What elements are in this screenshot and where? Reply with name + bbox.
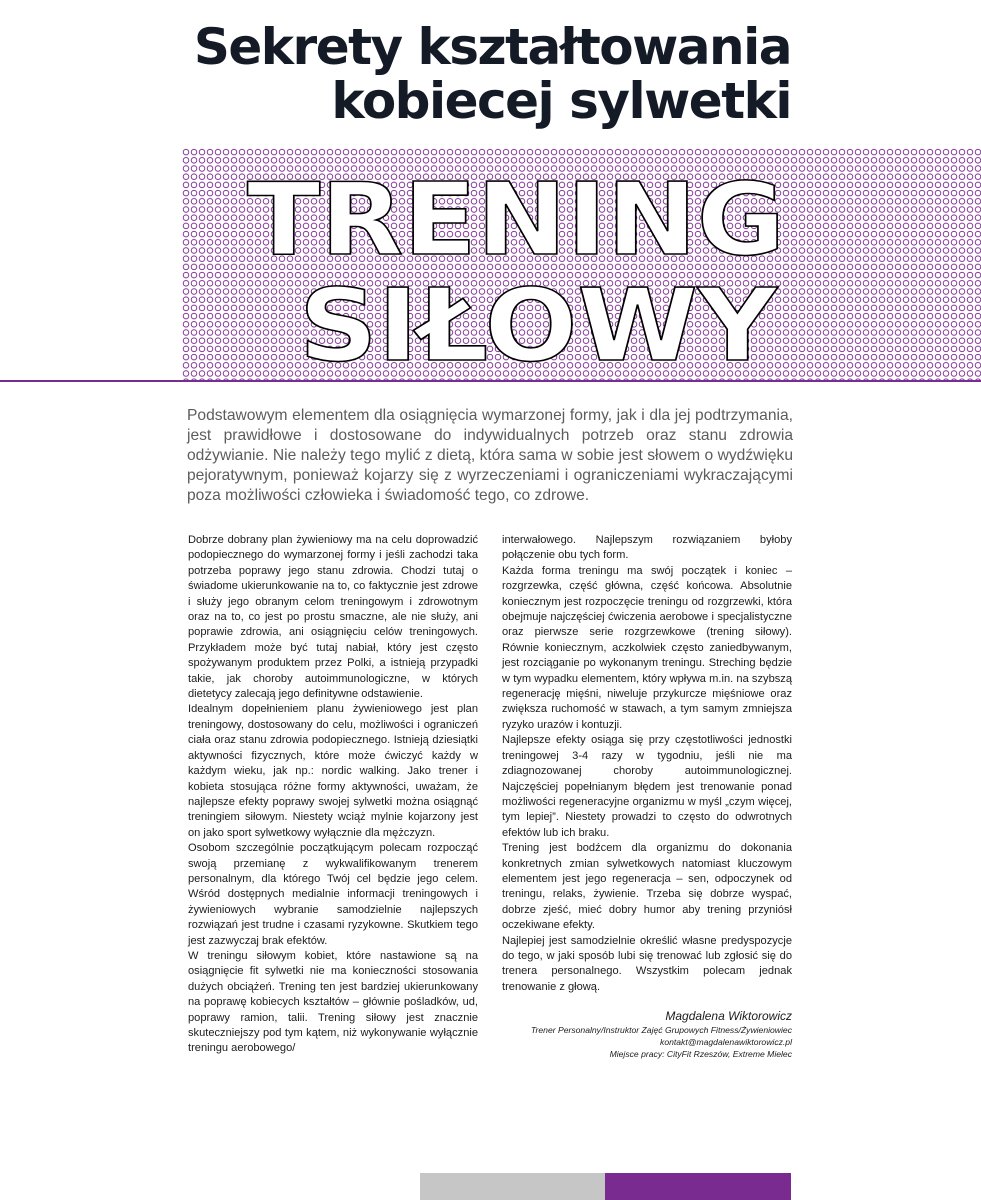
article-title-line-2: kobiecej sylwetki [331,72,791,130]
paragraph: Trening jest bodźcem dla organizmu do dokonania konkretnych zmian sylwetkowych natomiast kluczowym elementem jest jego regeneracja – sen, odpoczynek od treningu, relaks, żywienie. Trzeba się dobrze wyspać, dobrze zjeść, mieć dobry humor aby trening przyniósł oczekiwane efekty. [502,842,792,932]
banner-word-silowy: SIŁOWY [299,267,779,380]
article-title-line-1: Sekrety kształtowania [193,18,791,76]
article-column-right [502,533,792,1060]
author-name: Magdalena Wiktorowicz [665,1009,792,1024]
paragraph: Najlepiej jest samodzielnie określić własne predyspozycje do tego, w jaki sposób lubi się trenować lub zgłosić się do trenera personalnego. Wszystkim polecam jednak trenowanie z głową. [502,934,792,993]
article-column-left [188,533,478,1057]
author-email: kontakt@magdalenawiktorowicz.pl [660,1037,792,1048]
lead-paragraph: Podstawowym elementem dla osiągnięcia wymarzonej formy, jak i dla jej podtrzymania, jest prawidłowe i dostosowane do indywidualnych potrzeb oraz stanu zdrowia odżywianie. Nie należy tego mylić z dietą, która sama w sobie jest słowem o wydźwięku pejoratywnym, ponieważ kojarzy się z wyrzeczeniami i ograniczeniami wykraczającymi poza możliwości człowieka i świadomość tego, co zdrowe. [187,407,793,504]
footer-grey-bar [420,1173,605,1200]
paragraph: Idealnym dopełnieniem planu żywieniowego jest plan treningowy, dostosowany do celu, możliwości i ograniczeń ciała oraz stanu zdrowia podopiecznego. Istnieją dziesiątki aktywności fizycznych, które może ćwiczyć każdy w każdym wieku, jak np.: nordic walking. Jako trener i kobieta stosująca różne formy aktywności, uważam, że najlepsze efekty poprawy swojej sylwetki można osiągnąć treningiem siłowym. Niestety wciąż mylnie kojarzony jest on jako sport sylwetkowy wyłącznie dla mężczyzn. [188,703,478,839]
banner-divider-line [0,380,981,382]
article-title [194,20,791,128]
author-role: Trener Personalny/Instruktor Zajęć Grupowych Fitness/Żywieniowiec [530,1025,792,1036]
paragraph: Dobrze dobrany plan żywieniowy ma na celu doprowadzić podopiecznego do wymarzonej formy i jeśli zachodzi taka potrzeba poprawy jego stanu zdrowia. Chodzi tutaj o świadome ukierunkowanie na to, co faktycznie jest zdrowe i służy jego obranym celom treningowym i zdrowotnym oraz na to, co jest po prostu smaczne, ale nie służy, ani poprawie zdrowia, ani osiągnięciu celów treningowych. Przykładem może być tutaj nabiał, który jest często spożywanym produktem przez Polki, a istnieją przypadki takie, jak choroby autoimmunologiczne, w których dietetycy zalecają jego definitywne odstawienie. [188,534,478,701]
paragraph: W treningu siłowym kobiet, które nastawione są na osiągnięcie fit sylwetki nie ma konieczności stosowania dużych obciążeń. Trening ten jest bardziej ukierunkowany na poprawę kobiecych kształtów – głównie pośladków, ud, poprawy ramion, talii. Trening siłowy jest znacznie skuteczniejszy pod tym kątem, niż wykonywanie wyłącznie treningu aerobowego/ [188,949,478,1055]
banner-word-trening: TRENING [247,161,785,278]
paragraph: Osobom szczególnie początkującym polecam rozpocząć swoją przemianę z wykwalifikowanym trenerem personalnym, dla którego Twój cel będzie jego celem. Wśród dostępnych medialnie informacji treningowych i żywieniowych wybranie samodzielnie najlepszych rozwiązań jest trudne i czasami ryzykowne. Skutkiem tego jest zazwyczaj brak efektów. [188,842,478,947]
paragraph: Każda forma treningu ma swój początek i koniec – rozgrzewka, część główna, część końcowa. Absolutnie koniecznym jest rozpoczęcie treningu od rozgrzewki, która obejmuje najczęściej ćwiczenia aerobowe i specjalistyczne oraz pierwsze serie rozgrzewkowe (trening siłowy). Równie koniecznym, aczkolwiek często zaniedbywanym, jest rozciąganie po wykonanym treningu. Streching będzie w tym wypadku elementem, który wpływa m.in. na szybszą regenerację mięśni, niweluje przykurcze mięśniowe oraz zwiększa ruchomość w stawach, a tym samym zmniejsza ryzyko urazów i kontuzji. [502,564,792,731]
banner-trening-silowy [182,148,981,380]
paragraph: interwałowego. Najlepszym rozwiązaniem byłoby połączenie obu tych form. [502,534,792,562]
author-workplace: Miejsce pracy: CityFit Rzeszów, Extreme Mielec [609,1049,792,1060]
paragraph: Najlepsze efekty osiąga się przy częstotliwości jednostki treningowej 3-4 razy w tygodniu, jeśli nie ma zdiagnozowanej choroby autoimmunologicznej. Najczęściej popełnianym błędem jest trenowanie ponad możliwości regeneracyjne organizmu w myśl „czym więcej, tym lepiej”. Niestety prowadzi to często do odwrotnych efektów lub ich braku. [502,734,792,839]
author-signature [502,1008,792,1060]
footer-purple-bar [605,1173,791,1200]
